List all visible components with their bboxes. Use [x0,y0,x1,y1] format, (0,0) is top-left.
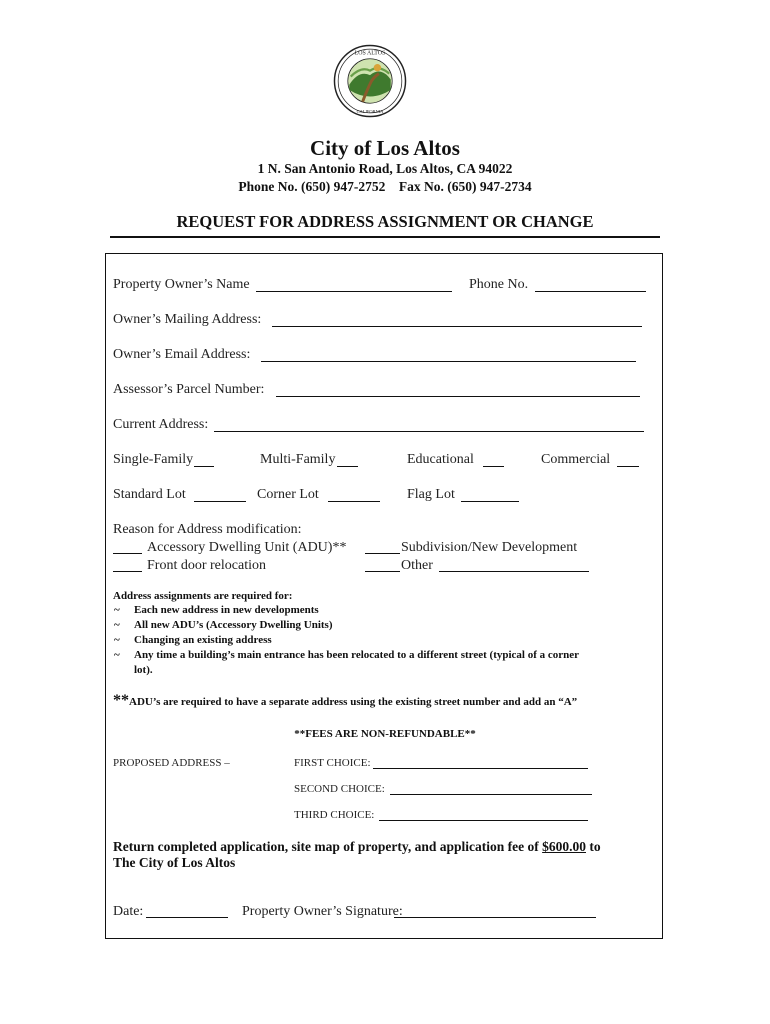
bullet-icon: ~ [114,604,120,616]
reason-adu-blank[interactable] [113,553,142,554]
date-field[interactable] [146,917,228,918]
reason-label: Reason for Address modification: [113,522,302,537]
first-choice-label: FIRST CHOICE: [294,757,371,769]
bullet-icon: ~ [114,619,120,631]
reason-subdivision-label: Subdivision/New Development [401,540,578,555]
lot-corner-label: Corner Lot [257,487,319,502]
title-rule [110,236,660,238]
type-educational-label: Educational [407,452,474,467]
note-item-continued: lot). [134,664,153,676]
reason-front-blank[interactable] [113,571,142,572]
type-single-family-blank[interactable] [194,466,214,467]
signature-label: Property Owner’s Signature: [242,904,403,919]
reason-other-blank[interactable] [365,571,400,572]
owner-name-field[interactable] [256,291,452,292]
type-multi-family-blank[interactable] [337,466,358,467]
reason-front-label: Front door relocation [147,558,266,573]
lot-flag-label: Flag Lot [407,487,455,502]
date-label: Date: [113,904,144,919]
adu-note [113,692,577,710]
reason-other-label: Other [401,558,433,573]
phone-field[interactable] [535,291,646,292]
third-choice-label: THIRD CHOICE: [294,809,375,821]
bullet-icon: ~ [114,649,120,661]
reason-subdivision-blank[interactable] [365,553,400,554]
apn-label: Assessor’s Parcel Number: [113,382,265,397]
type-educational-blank[interactable] [483,466,504,467]
owner-name-label: Property Owner’s Name [113,277,250,292]
notes-intro: Address assignments are required for: [113,590,293,602]
bullet-icon: ~ [114,634,120,646]
note-item: Each new address in new developments [134,604,319,616]
apn-field[interactable] [276,396,640,397]
mailing-field[interactable] [272,326,642,327]
lot-standard-label: Standard Lot [113,487,186,502]
adu-note-stars: ** [113,692,129,709]
current-address-field[interactable] [214,431,644,432]
adu-note-text: ADU’s are required to have a separate address using the existing street number and add an “A” [129,696,578,708]
second-choice-field[interactable] [390,794,592,795]
lot-standard-blank[interactable] [194,501,246,502]
third-choice-field[interactable] [379,820,588,821]
lot-corner-blank[interactable] [328,501,380,502]
reason-other-field[interactable] [439,571,589,572]
note-item: All new ADU’s (Accessory Dwelling Units) [134,619,333,631]
note-item: Changing an existing address [134,634,272,646]
email-field[interactable] [261,361,636,362]
type-commercial-blank[interactable] [617,466,639,467]
note-item: Any time a building’s main entrance has been relocated to a different street (typical of a corner [134,649,580,661]
city-name: City of Los Altos [310,136,460,160]
type-multi-family-label: Multi-Family [260,452,336,467]
current-address-label: Current Address: [113,417,209,432]
city-address: 1 N. San Antonio Road, Los Altos, CA 94022 [257,161,513,176]
svg-text:LOS ALTOS: LOS ALTOS [354,50,386,57]
signature-field[interactable] [394,917,596,918]
return-text: Return completed application, site map of property, and application fee of [113,839,539,854]
return-to: to [589,839,601,854]
city-seal-logo [333,44,407,118]
phone-label: Phone No. [469,277,529,292]
return-instructions [113,839,601,855]
lot-flag-blank[interactable] [461,501,519,502]
fee-amount: $600.00 [542,839,586,854]
type-commercial-label: Commercial [541,452,611,467]
reason-adu-label: Accessory Dwelling Unit (ADU)** [147,540,347,555]
form-title: REQUEST FOR ADDRESS ASSIGNMENT OR CHANGE [176,212,594,231]
first-choice-field[interactable] [373,768,588,769]
type-single-family-label: Single-Family [113,452,194,467]
second-choice-label: SECOND CHOICE: [294,783,385,795]
svg-text:CALIFORNIA: CALIFORNIA [356,108,384,114]
return-recipient: The City of Los Altos [113,855,236,870]
mailing-label: Owner’s Mailing Address: [113,312,262,327]
proposed-address-label: PROPOSED ADDRESS – [113,757,230,769]
email-label: Owner’s Email Address: [113,347,251,362]
phone-fax: Phone No. (650) 947-2752 Fax No. (650) 947-2734 [238,179,532,194]
fees-note: **FEES ARE NON-REFUNDABLE** [294,728,476,740]
